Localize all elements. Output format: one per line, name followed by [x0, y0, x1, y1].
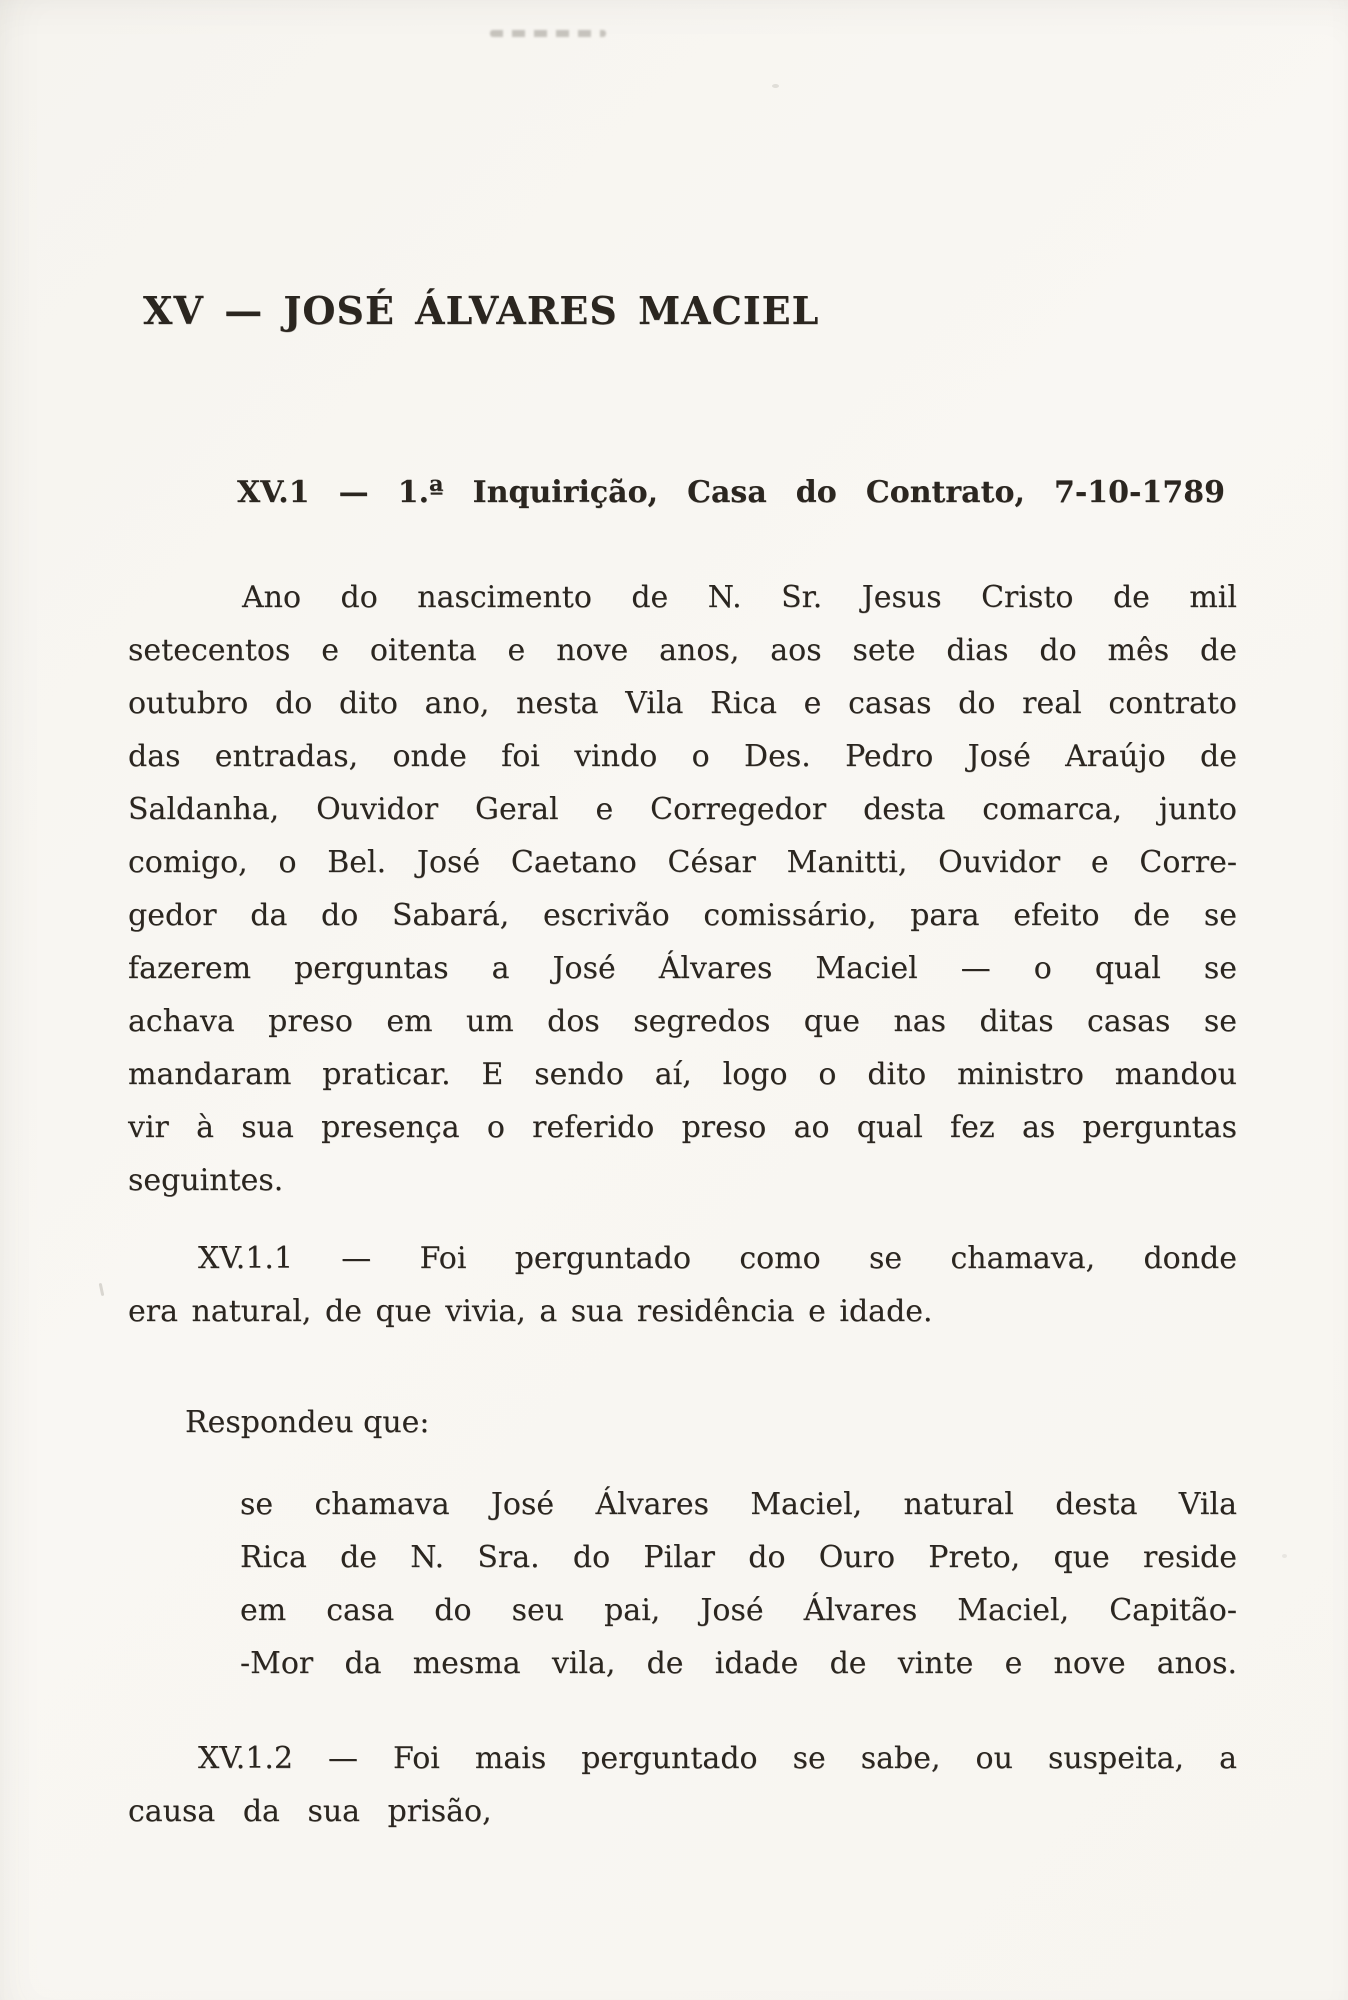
text-line: causa da sua prisão, [128, 1794, 492, 1829]
text-line: fazerem perguntas a José Álvares Maciel — o qual se [128, 951, 1237, 986]
text-line: XV.1.1 — Foi perguntado como se chamava, donde [198, 1241, 1237, 1276]
text-line: comigo, o Bel. José Caetano César Manitti, Ouvidor e Corre- [128, 845, 1237, 880]
text-line: das entradas, onde foi vindo o Des. Pedro José Araújo de [128, 739, 1237, 774]
scan-speck [99, 1283, 105, 1296]
text-line: Saldanha, Ouvidor Geral e Corregedor desta comarca, junto [128, 792, 1237, 827]
text-line: -Mor da mesma vila, de idade de vinte e nove anos. [240, 1646, 1237, 1681]
text-line: era natural, de que vivia, a sua residência e idade. [128, 1294, 933, 1329]
text-line: seguintes. [128, 1163, 284, 1198]
question-1-paragraph [128, 1232, 1237, 1338]
text-line: setecentos e oitenta e nove anos, aos sete dias do mês de [128, 633, 1237, 668]
text-line: achava preso em um dos segredos que nas ditas casas se [128, 1004, 1237, 1039]
answer-1-block [240, 1478, 1237, 1690]
chapter-heading: XV — JOSÉ ÁLVARES MACIEL [143, 288, 820, 333]
text-line: mandaram praticar. E sendo aí, logo o dito ministro mandou [128, 1057, 1237, 1092]
text-line: se chamava José Álvares Maciel, natural desta Vila [240, 1487, 1237, 1522]
intro-paragraph [128, 571, 1237, 1207]
text-line: XV.1.2 — Foi mais perguntado se sabe, ou suspeita, a [198, 1741, 1237, 1776]
scan-smudge [490, 30, 606, 37]
text-line: Ano do nascimento de N. Sr. Jesus Cristo de mil [242, 580, 1237, 615]
text-line: em casa do seu pai, José Álvares Maciel, Capitão- [240, 1593, 1237, 1628]
respondeu-label: Respondeu que: [185, 1405, 430, 1440]
text-line: outubro do dito ano, nesta Vila Rica e casas do real contrato [128, 686, 1237, 721]
scan-speck [1282, 1554, 1287, 1558]
scan-speck [772, 84, 779, 88]
question-2-paragraph [128, 1732, 1237, 1838]
section-heading: XV.1 — 1.ª Inquirição, Casa do Contrato, 7-10-1789 [237, 475, 1225, 510]
text-line: gedor da do Sabará, escrivão comissário, para efeito de se [128, 898, 1237, 933]
text-line: Rica de N. Sra. do Pilar do Ouro Preto, que reside [240, 1540, 1237, 1575]
text-line: vir à sua presença o referido preso ao qual fez as perguntas [128, 1110, 1237, 1145]
